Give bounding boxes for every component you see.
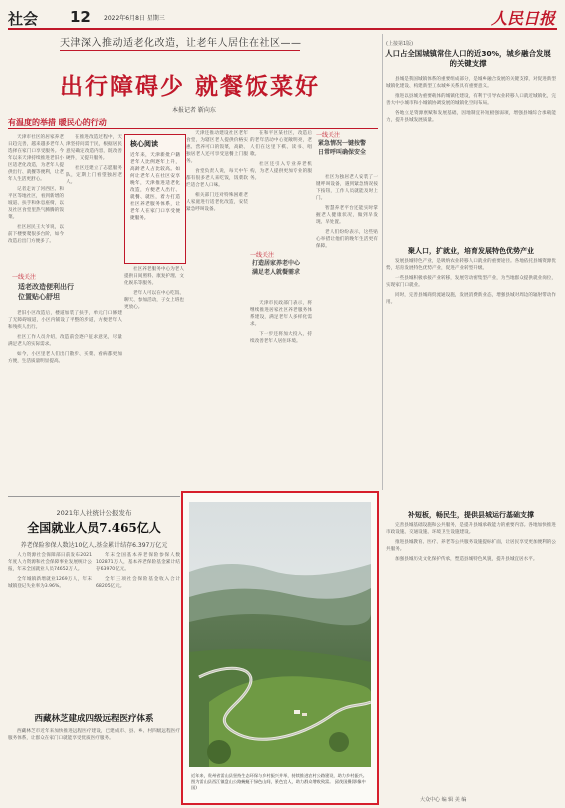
photo-caption-text: 近年来，贵州省雷山县坚持生态环保与乡村振兴并举，持续推进农村公路建设，助力乡村振兴。图为雷山县西江镇盘山公路蜿蜒于绿色山间，景色宜人，助力群众增收致富。 <box>191 773 367 785</box>
lead-column-5: 在和平区某社区，改造后的老年活动中心宽敞明亮，老人们在这里下棋、读书、唱歌。 社区还引入专业养老机构，为老人提供更加专业的服务。 <box>250 131 312 181</box>
mountain-road-photo[interactable] <box>189 502 371 767</box>
employment-kicker: 2021年人社统计公报发布 <box>56 509 132 517</box>
lead-column-4: 天津还推动建设社区老年食堂，为辖区老人提供价格实惠、营养可口的饭菜，高龄、独居老人还可享受送餐上门服务。 食堂负责人说，每天中午都有很多老人来吃饭，饭菜软烂适合老人口味。 相关部门还对特殊困难老人家庭进行适老化改造，安装紧急呼叫设备。 <box>186 131 248 212</box>
right-story-3-headline: 补短板，畅民生，提供县城运行基础支撑 <box>408 511 534 519</box>
page-masthead <box>8 6 557 30</box>
right-story-body-1: 县城是我国城镇体系的重要组成部分，是城乡融合发展的关键支撑，对促进新型城镇化建设、构建新型工农城乡关系具有重要意义。 推进以县城为重要载体的城镇化建设，有利于引导农业转移人口就近城镇化，完善大中小城市和小城镇协调发展的城镇化空间布局。 各地立足资源禀赋和发展基础，因地制宜补短板强弱项，增强县城综合承载能力，提升县城发展质量。 <box>386 77 556 123</box>
core-reading-title: 核心阅读 <box>130 140 158 148</box>
page-number: 12 <box>70 8 91 26</box>
right-story-label: (上接第1版) <box>386 41 414 47</box>
right-story-headline: 人口占全国城镇常住人口的近30%，城乡融合发展的关键支撑 <box>385 49 551 68</box>
lead-column-3: 社区养老服务中心为老人提供日间照料、康复护理、文化娱乐等服务。 老年人可以在中心吃饭、聊天、参加活动，子女上班也更放心。 <box>124 267 184 310</box>
sidebar-2-label: 一线关注 <box>12 274 37 281</box>
core-reading-box <box>124 134 186 264</box>
sidebar-3-title: 打造居家养老中心 满足老人就餐需求 <box>252 260 301 276</box>
tibet-headline: 西藏林芝建成四级远程医疗体系 <box>34 714 154 724</box>
sidebar-2-body: 老旧小区改造后，楼道加装了扶手，单元门口修建了无障碍坡道，小区内铺设了平整的步道，方便老年人和残疾人出行。 社区工作人员介绍，改造前会逐户征求意见，尽量满足老人的实际需求。 如今，小区里老人们出门散步、买菜、看病都更加方便，生活质量明显提高。 <box>8 311 122 364</box>
photo-credit: 邱茂国摄(影像中国) <box>191 779 366 791</box>
employment-subhead: 养老保险参保人数达10亿人,基金累计结存6.397万亿元 <box>20 542 168 549</box>
lead-kicker: 天津深入推动适老化改造，让老年人居住在社区—— <box>60 38 302 49</box>
headline-rule <box>60 50 300 51</box>
lead-column-2: 在推进改造过程中，天津坚持问需于民，根据居民意见确定改造内容，既改善硬件，又提升服务。 社区还建立了志愿服务队，定期上门看望独居老人。 <box>66 135 122 185</box>
section-divider <box>8 496 180 497</box>
page-footer-credit: 大众中心 编 辑 美 编 <box>420 797 467 803</box>
tibet-body: 西藏林芝市近年来加快推进远程医疗建设，已建成市、县、乡、村四级远程医疗服务体系，让群众在家门口就能享受优质医疗服务。 <box>8 729 180 741</box>
right-story-body-2: 发展县城特色产业，是吸纳农业转移人口就业的重要途径。各地依托县城资源优势，培育发展特色优势产业，促进产业转型升级。 一些县城积极承接产业转移，发展劳动密集型产业，为当地群众提供就业岗位，实现家门口就业。 同时，完善县城商贸流通设施，发展消费新业态，增强县城对周边的辐射带动作用。 <box>386 259 556 305</box>
sidebar-4-label: 一线关注 <box>316 132 341 139</box>
subhead-rule <box>8 128 378 129</box>
employment-headline: 全国就业人员7.465亿人 <box>27 521 161 535</box>
employment-body-2: 年末全国基本养老保险参保人数102871万人，基本养老保险基金累计结存63970亿元。 全年三项社会保险基金收入合计68205亿元。 <box>96 553 180 589</box>
lead-subhead: 有温度的举措 暖民心的行动 <box>8 118 107 127</box>
photo-caption <box>191 773 371 792</box>
right-story-2-headline: 聚人口，扩就业，培育发展特色优势产业 <box>408 247 534 255</box>
sidebar-3-label: 一线关注 <box>250 252 275 259</box>
section-name: 社会 <box>8 10 39 28</box>
sidebar-4-title: 紧急情况一键按警 日常呼叫确保安全 <box>318 140 367 156</box>
lead-column-7: 社区为独居老人安装了一键呼叫设备，遇到紧急情况按下按钮，工作人员就能及时上门。 智慧养老平台还能实时掌握老人健康状况，做到早发现、早处置。 老人们纷纷表示，这些贴心举措让他们的晚年生活更有保障。 <box>316 175 378 249</box>
sidebar-2-title: 适老改造便利出行 位置贴心舒坦 <box>18 283 74 301</box>
lead-column-1: 天津市社区的居家养老日趋完善，越来越多老年人选择在家门口享受服务。今年以来天津持续推进老旧小区适老化改造，为老年人提供出行、就餐等便利，让老年人生活更舒心。 记者走访了河西区、和平区等地社区，看到新增的坡道、扶手和休息座椅，以及社区食堂里热气腾腾的饭菜。 社区居民王大爷说，以前下楼要爬很多台阶，如今改造后出门方便多了。 <box>8 135 64 244</box>
landscape-image <box>189 502 371 767</box>
lead-byline: 本报记者 靳向东 <box>172 107 216 114</box>
issue-date: 2022年6月8日 星期三 <box>104 15 165 22</box>
right-story-body-3: 完善县城基础设施和公共服务，是提升县城承载能力的重要内容。各地加快推进市政设施、交通设施、环境卫生设施建设。 推进县城教育、医疗、养老等公共服务设施提标扩面，让居民享受更加便利的公共服务。 加强县城历史文化保护传承，塑造县城特色风貌，提升县城宜居水平。 <box>386 523 556 562</box>
core-reading-body: 近年来，天津新批户籍老年人比例逐年上升，高龄老人占比较高。如何让老年人在社区安享晚年，天津推进适老化改造，方便老人出行、就餐、就医，着力打造社区养老服务体系，让老年人在家门口享受便捷服务。 <box>130 153 180 221</box>
lead-headline: 出行障碍少 就餐饭菜好 <box>60 73 321 100</box>
newspaper-logo: 人民日报 <box>490 9 555 28</box>
column-divider <box>382 34 383 490</box>
featured-photo-frame[interactable] <box>181 491 379 805</box>
lead-column-6: 天津市民政部门表示，将继续推进居家社区养老服务体系建设，满足老年人多样化需求。 下一步还将加大投入，持续改善老年人居住环境。 <box>250 301 312 344</box>
sidebar-4 <box>316 130 382 170</box>
employment-body-1: 人力资源社会保障部日前发布2021年度人力资源和社会保障事业发展统计公报，年末全国就业人员74652万人。 全年城镇新增就业1269万人，年末城镇登记失业率为3.96%。 <box>8 553 92 589</box>
sidebar-3 <box>250 250 316 294</box>
